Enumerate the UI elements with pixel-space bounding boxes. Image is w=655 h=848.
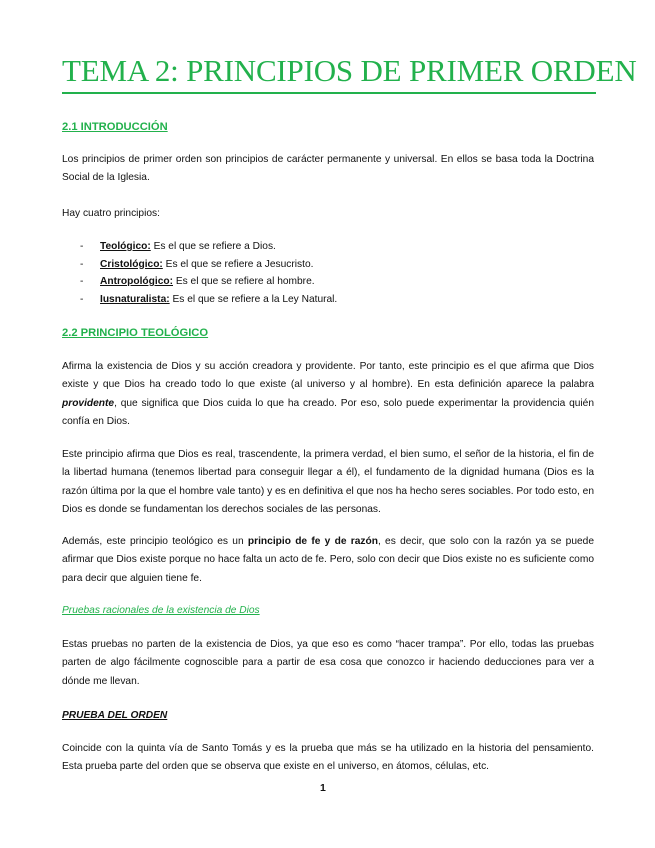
list-term: Iusnaturalista: bbox=[100, 293, 170, 305]
list-text: Es el que se refiere al hombre. bbox=[173, 276, 315, 287]
paragraph-dios-real: Este principio afirma que Dios es real, trascendente, la primera verdad, el bien sumo, el señor de la historia, el fin de la libertad humana (tenemos libertad para conseguir llegar a él), el fundamento de la dignidad humana (Dios es la razón última por la que el hombre vale tanto) y es en definitiva el que nos ha hecho seres sociables. Por todo esto, en Dios es donde se fundamentan los derechos sociales de las personas. bbox=[62, 449, 594, 516]
emphasis-fe-razon: principio de fe y de razón bbox=[247, 536, 378, 547]
list-text: Es el que se refiere a Jesucristo. bbox=[162, 258, 314, 270]
paragraph-pruebas: Estas pruebas no parten de la existencia de Dios, ya que eso es como “hacer trampa”. Por ello, todas las pruebas parten de algo fácilmente cognoscible para a partir de esa cosa que conozco ir haciendo deducciones para ver a dónde me llevan. bbox=[62, 639, 594, 687]
paragraph-afirma: Afirma la existencia de Dios y su acción creadora y providente. Por tanto, este principio es el que afirma que Dios existe y que Dios ha creado todo lo que existe (al universo y al hombre). En esta definición aparece la palabra providente, que significa que Dios cuida lo que ha creado. Por eso, solo puede experimentar la providencia quién confía en Dios. bbox=[62, 361, 594, 428]
document-title: TEMA 2: PRINCIPIOS DE PRIMER ORDEN bbox=[62, 52, 596, 94]
subheading-pruebas-racionales: Pruebas racionales de la existencia de Dios bbox=[62, 605, 260, 616]
emphasis-providente: providente bbox=[62, 397, 115, 409]
list-item: - Cristológico: Es el que se refiere a Jesucristo. bbox=[80, 258, 314, 270]
list-item: - Teológico: Es el que se refiere a Dios. bbox=[80, 241, 276, 252]
paragraph-fe-razon: Además, este principio teológico es un principio de fe y de razón, es decir, que solo con la razón ya se puede afirmar que Dios existe porque no hace falta un acto de fe. Pero, solo con decir que Dios existe no es suficiente como para decir que alguien tiene fe. bbox=[62, 536, 594, 584]
list-term: Antropológico: bbox=[100, 276, 173, 287]
list-text: Es el que se refiere a la Ley Natural. bbox=[169, 293, 338, 305]
list-item: - Antropológico: Es el que se refiere al hombre. bbox=[80, 276, 315, 287]
section-heading-introduccion: 2.1 INTRODUCCIÓN bbox=[62, 121, 168, 133]
list-item: - Iusnaturalista: Es el que se refiere a la Ley Natural. bbox=[80, 293, 338, 305]
paragraph-intro: Los principios de primer orden son principios de carácter permanente y universal. En ellos se basa toda la Doctrina Social de la Iglesia. bbox=[62, 154, 594, 184]
subheading-prueba-orden: PRUEBA DEL ORDEN bbox=[62, 710, 168, 721]
paragraph-cuatro-principios: Hay cuatro principios: bbox=[62, 208, 160, 219]
list-term: Cristológico: bbox=[100, 258, 163, 270]
list-term: Teológico: bbox=[100, 241, 151, 252]
paragraph-prueba-orden: Coincide con la quinta vía de Santo Tomás y es la prueba que más se ha utilizado en la historia del pensamiento. Esta prueba parte del orden que se observa que existe en el universo, en átomos, células, etc. bbox=[62, 743, 594, 773]
list-text: Es el que se refiere a Dios. bbox=[150, 241, 276, 252]
section-heading-principio-teologico: 2.2 PRINCIPIO TEOLÓGICO bbox=[62, 327, 209, 339]
page-number: 1 bbox=[320, 782, 326, 794]
principles-list bbox=[80, 238, 580, 308]
